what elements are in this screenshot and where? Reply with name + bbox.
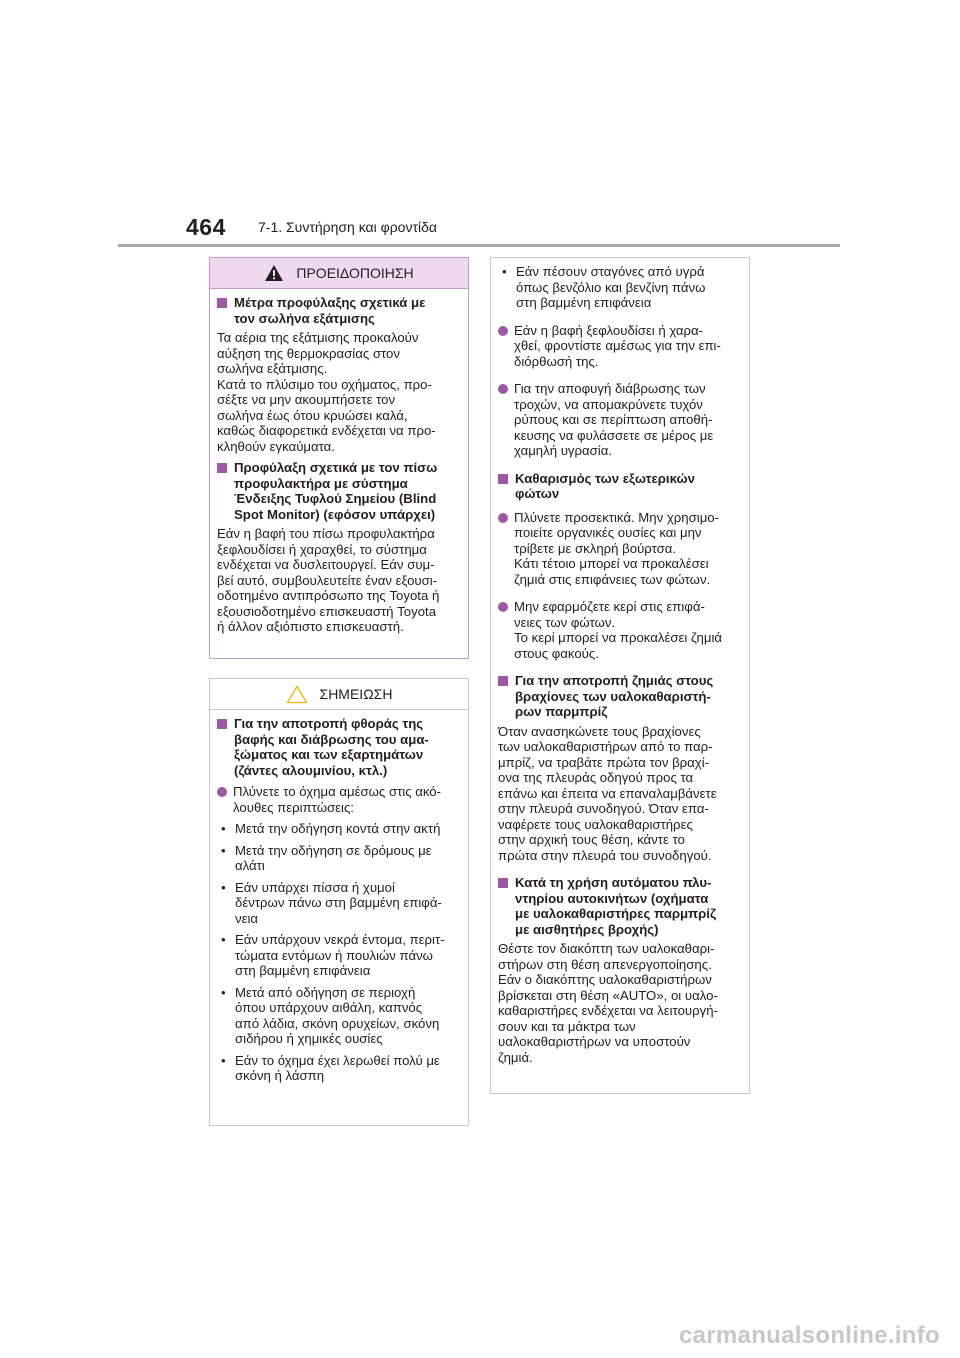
- list-item-text: Εάν το όχημα έχει λερωθεί πολύ με σκόνη ή λάσπη: [235, 1052, 440, 1083]
- list-item-text: Μετά την οδήγηση κοντά στην ακτή: [235, 821, 441, 836]
- list-item: • Εάν πέσουν σταγόνες από υγρά όπως βενζόλιο και βενζίνη πάνω στη βαμμένη επιφάνεια: [502, 264, 706, 310]
- note-title: ΣΗΜΕΙΩΣΗ: [319, 686, 393, 702]
- square-bullet-icon: [498, 878, 508, 888]
- dot-text: Μην εφαρμόζετε κερί στις επιφά- νειες των φώτων. Το κερί μπορεί να προκαλέσει ζημιά στους φακούς.: [514, 599, 723, 661]
- round-bullet-icon: [498, 602, 508, 612]
- heading-text: Για την αποτροπή φθοράς της βαφής και διάβρωσης του αμα- ξώματος και των εξαρτημάτων (ζάντες αλουμινίου, κτλ.): [234, 716, 429, 778]
- square-bullet-icon: [498, 474, 508, 484]
- list-item: • Μετά την οδήγηση κοντά στην ακτή: [221, 821, 441, 836]
- dot-item-wash-lights: [498, 510, 742, 588]
- note-box: [209, 678, 469, 1126]
- warning-box-header: [210, 258, 468, 289]
- list-item-text: Μετά από οδήγηση σε περιοχή όπου υπάρχουν αιθάλη, καπνός από λάδια, σκόνη ορυχείων, σκόνη σιδήρου ή χημικές ουσίες: [235, 984, 440, 1046]
- heading-wiper-arms: [498, 673, 742, 720]
- warning-box: [209, 257, 469, 659]
- chapter-title: 7-1. Συντήρηση και φροντίδα: [258, 219, 437, 235]
- warning-paragraph-bumper: Εάν η βαφή του πίσω προφυλακτήρα ξεφλουδίσει ή χαραχθεί, το σύστημα ενδέχεται να δυσλειτουργεί. Εάν συμ- βεί αυτό, συμβουλευτείτε έναν εξουσι- οδοτημένο αντιπρόσωπο της Toyota ή εξουσιοδοτημένο επισκευαστή Toyota ή άλλον αξιόπιστο επισκευαστή.: [217, 526, 440, 634]
- heading-text: Προφύλαξη σχετικά με τον πίσω προφυλακτήρα με σύστημα Ένδειξης Τυφλού Σημείου (Blind Spot Monitor) (εφόσον υπάρχει): [234, 460, 438, 522]
- heading-text: Καθαρισμός των εξωτερικών φώτων: [515, 470, 695, 501]
- heading-car-wash: [498, 875, 742, 937]
- dot-item-wax: [498, 599, 742, 661]
- round-bullet-icon: [498, 513, 508, 523]
- list-item: • Εάν υπάρχουν νεκρά έντομα, περιτ- τώματα εντόμων ή πουλιών πάνω στη βαμμένη επιφάνεια: [221, 932, 445, 978]
- warning-heading-bumper: [217, 460, 461, 522]
- square-bullet-icon: [217, 298, 227, 308]
- watermark: carmanualsonline.info: [678, 1322, 940, 1349]
- warning-heading-exhaust: [217, 295, 461, 326]
- note-dot-item: [217, 784, 461, 815]
- warning-title: ΠΡΟΕΙΔΟΠΟΙΗΣΗ: [296, 265, 414, 281]
- round-bullet-icon: [498, 326, 508, 336]
- warning-triangle-icon: [264, 264, 284, 282]
- note-heading-paint: [217, 716, 461, 778]
- list-item: • Εάν υπάρχει πίσσα ή χυμοί δέντρων πάνω στη βαμμένη επιφά- νεια: [221, 879, 442, 926]
- note-box-header: [210, 679, 468, 710]
- note-triangle-icon: [286, 685, 308, 704]
- round-bullet-icon: [217, 787, 227, 797]
- dot-text: Εάν η βαφή ξεφλουδίσει ή χαρα- χθεί, φροντίστε αμέσως για την επι- διόρθωσή της.: [514, 322, 721, 369]
- square-bullet-icon: [498, 676, 508, 686]
- round-bullet-icon: [498, 384, 508, 394]
- square-bullet-icon: [217, 463, 227, 473]
- paragraph-car-wash: Θέστε τον διακόπτη των υαλοκαθαρι- στήρων στη θέση απενεργοποίησης. Εάν ο διακόπτης υαλοκαθαριστήρων βρίσκεται στη θέση «AUTO», οι υαλο- καθαριστήρες ενδέχεται να λειτουργή- σουν και τα μάκτρα των υαλοκαθαριστήρων να υποστούν ζημιά.: [498, 941, 718, 1065]
- square-bullet-icon: [217, 719, 227, 729]
- list-item-text: Εάν πέσουν σταγόνες από υγρά όπως βενζόλιο και βενζίνη πάνω στη βαμμένη επιφάνεια: [516, 264, 706, 310]
- heading-text: Για την αποτροπή ζημιάς στους βραχίονες των υαλοκαθαριστή- ρων παρμπρίζ: [515, 673, 714, 719]
- heading-lights: [498, 471, 742, 502]
- dot-item-wheels: [498, 381, 742, 459]
- paragraph-wiper-arms: Όταν ανασηκώνετε τους βραχίονες των υαλοκαθαριστήρων από το παρ- μπρίζ, να τραβάτε πρώτα τον βραχί- ονα της πλευράς οδηγού προς τα επάνω και έπειτα να επαναλαμβάνετε στην πλευρά συνοδηγού. Όταν επα- ναφέρετε τους υαλοκαθαριστήρες στην αρχική τους θέση, κάντε το πρώτα στην πλευρά του συνοδηγού.: [498, 723, 717, 863]
- header-rule: [118, 244, 840, 247]
- warning-paragraph-exhaust: Τα αέρια της εξάτμισης προκαλούν αύξηση της θερμοκρασίας στον σωλήνα εξάτμισης. Κατά το πλύσιμο του οχήματος, προ- σέξτε να μην ακουμπήσετε τον σωλήνα έως ότου κρυώσει καλά, καθώς διαφορετικά ενδέχεται να προ- κληθούν εγκαύματα.: [217, 330, 436, 454]
- heading-text: Μέτρα προφύλαξης σχετικά με τον σωλήνα εξάτμισης: [234, 295, 426, 326]
- list-item-text: Μετά την οδήγηση σε δρόμους με αλάτι: [235, 842, 432, 873]
- note-continuation-box: [490, 257, 750, 1094]
- list-item: • Μετά την οδήγηση σε δρόμους με αλάτι: [221, 842, 432, 873]
- dot-text: Για την αποφυγή διάβρωσης των τροχών, να απομακρύνετε τυχόν ρύπους και σε περίπτωση αποθή- κευσης να φυλάσσετε σε μέρος με χαμηλή υγρασία.: [514, 381, 714, 458]
- list-item: • Μετά από οδήγηση σε περιοχή όπου υπάρχουν αιθάλη, καπνός από λάδια, σκόνη ορυχείων, σκόνη σιδήρου ή χημικές ουσίες: [221, 984, 440, 1046]
- dot-item-repair: [498, 323, 742, 370]
- list-item: • Εάν το όχημα έχει λερωθεί πολύ με σκόνη ή λάσπη: [221, 1052, 440, 1083]
- dot-text: Πλύνετε προσεκτικά. Μην χρησιμο- ποιείτε οργανικές ουσίες και μην τρίβετε με σκληρή βούρτσα. Κάτι τέτοιο μπορεί να προκαλέσει ζημιά στις επιφάνειες των φώτων.: [514, 509, 720, 587]
- page-number: 464: [186, 214, 226, 240]
- list-item-text: Εάν υπάρχει πίσσα ή χυμοί δέντρων πάνω στη βαμμένη επιφά- νεια: [235, 879, 442, 926]
- dot-text: Πλύνετε το όχημα αμέσως στις ακό- λουθες περιπτώσεις:: [233, 784, 442, 815]
- heading-text: Κατά τη χρήση αυτόματου πλυ- ντηρίου αυτοκινήτων (οχήματα με υαλοκαθαριστήρες παρμπρίζ με αισθητήρες βροχής): [515, 875, 717, 937]
- list-item-text: Εάν υπάρχουν νεκρά έντομα, περιτ- τώματα εντόμων ή πουλιών πάνω στη βαμμένη επιφάνεια: [235, 932, 445, 978]
